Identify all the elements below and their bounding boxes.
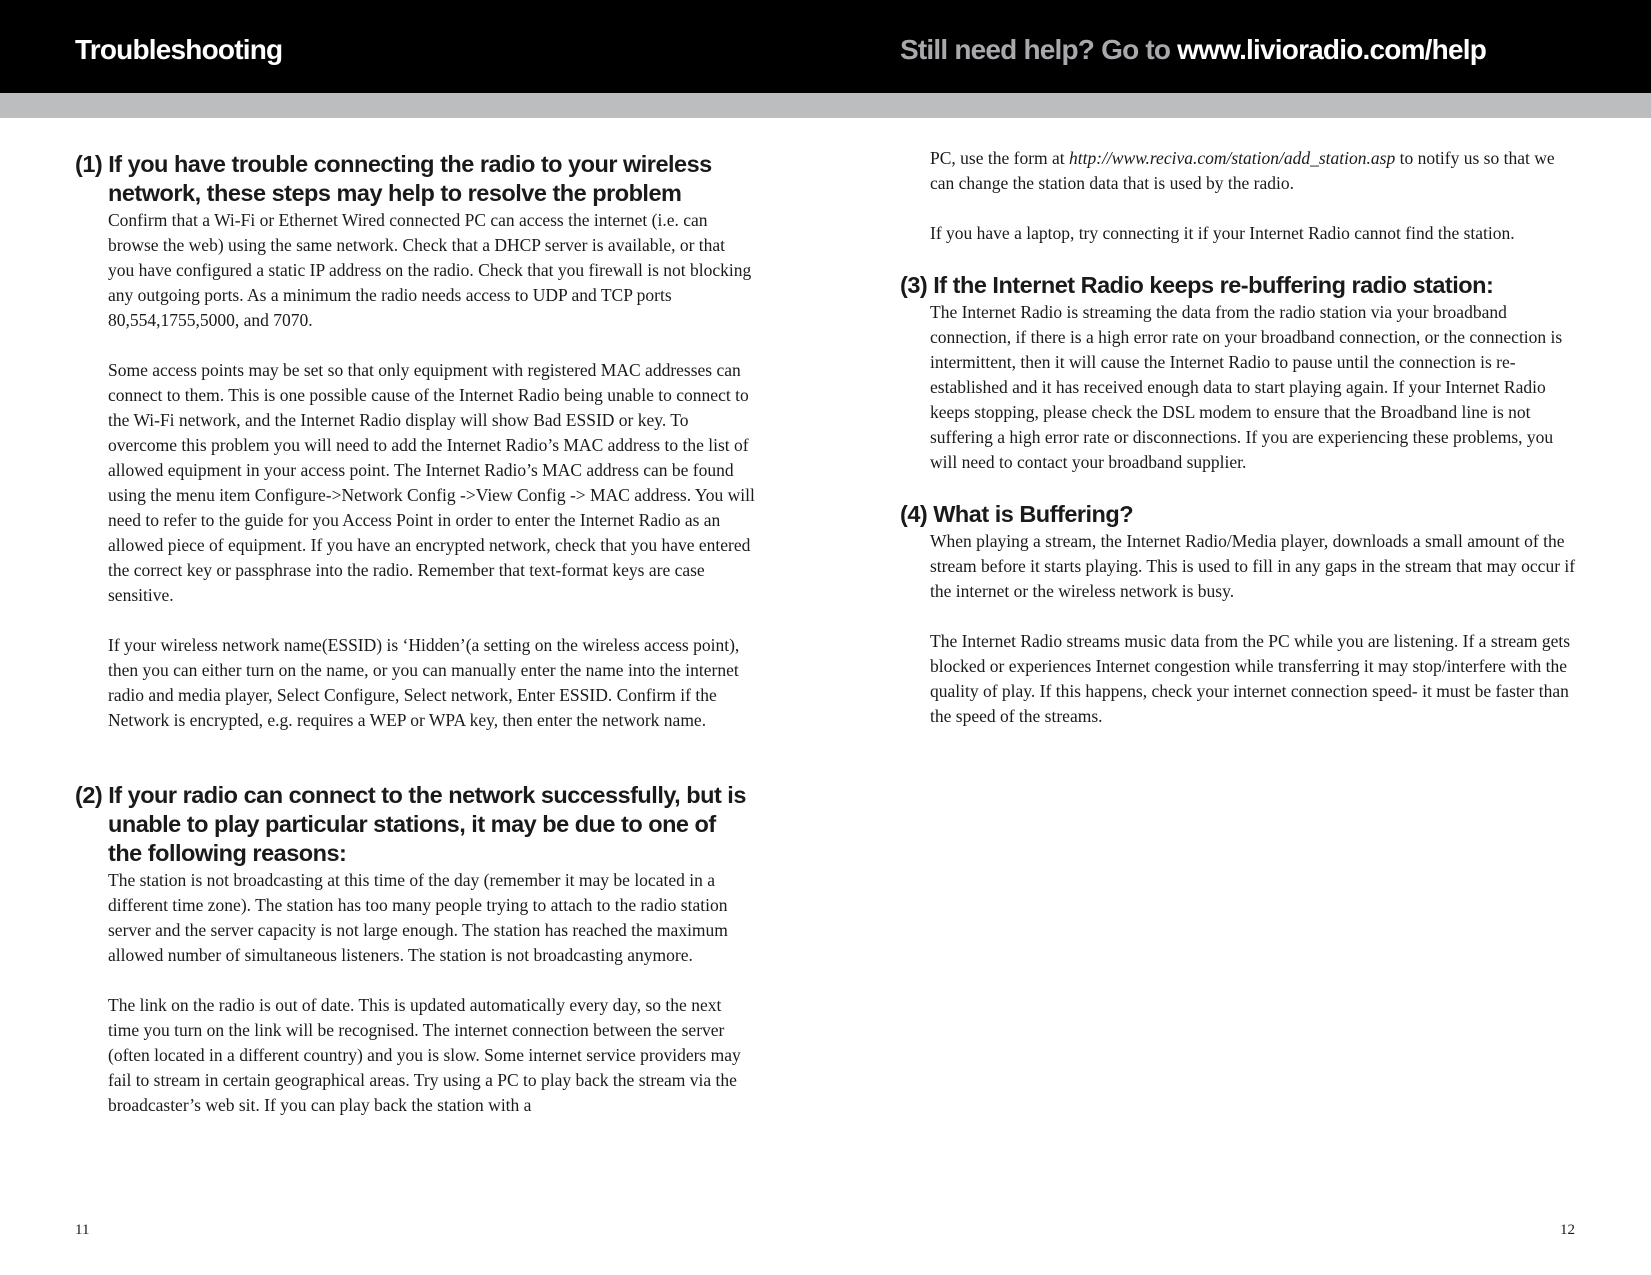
section-2 [75,781,755,1118]
help-banner [900,34,1486,66]
help-url[interactable]: www.livioradio.com/help [1177,34,1487,65]
right-column [900,146,1580,754]
left-column [75,150,755,1143]
help-prefix: Still need help? Go to [900,34,1171,65]
section-heading: (2) If your radio can connect to the network successfully, but is unable to play particular stations, it may be due to one of the following reasons: [75,782,746,866]
paragraph: Some access points may be set so that only equipment with registered MAC addresses can connect to them. This is one possible cause of the Internet Radio being unable to connect to the Wi-Fi network, and the Internet Radio display will show Bad ESSID or key. To overcome this problem you will need to add the Internet Radio’s MAC address to the list of allowed equipment in your access point. The Internet Radio’s MAC address can be found using the menu item Configure->Network Config ->View Config -> MAC address. You will need to refer to the guide for you Access Point in order to enter the Internet Radio as an allowed piece of equipment. If you have an encrypted network, check that you have entered the correct key or passphrase into the radio. Remember that text-format keys are case sensitive. [108,360,755,605]
section-3 [900,271,1580,475]
section-1 [75,150,755,733]
paragraph: Confirm that a Wi-Fi or Ethernet Wired connected PC can access the internet (i.e. can browse the web) using the same network. Check that a DHCP server is available, or that you have configured a static IP address on the radio. Check that you firewall is not blocking any outgoing ports. As a minimum the radio needs access to UDP and TCP ports 80,554,1755,5000, and 7070. [108,210,752,330]
paragraph: If you have a laptop, try connecting it if your Internet Radio cannot find the station. [930,223,1515,243]
section-heading: (3) If the Internet Radio keeps re-buffering radio station: [900,272,1494,298]
paragraph: When playing a stream, the Internet Radio/Media player, downloads a small amount of the stream before it starts playing. This is used to fill in any gaps in the stream that may occur if the internet or the wireless network is busy. [930,531,1576,601]
text: to notify us so that we can change the station data that is used by the radio. [930,148,1555,193]
text: PC, use the form at [930,148,1065,168]
section-heading: (4) What is Buffering? [900,501,1134,527]
paragraph: The link on the radio is out of date. This is updated automatically every day, so the next time you turn on the link will be recognised. The internet connection between the server (often located in a different country) and you is slow. Some internet service providers may fail to stream in certain geographical areas. Try using a PC to play back the stream via the broadcaster’s web sit. If you can play back the station with a [108,995,741,1115]
section-heading: (1) If you have trouble connecting the radio to your wireless network, these steps may help to resolve the problem [75,151,712,206]
page-number-left: 11 [75,1222,90,1238]
section-4 [900,500,1580,729]
page-title: Troubleshooting [75,34,283,65]
paragraph: The Internet Radio is streaming the data from the radio station via your broadband connection, if there is a high error rate on your broadband connection, or the connection is intermittent, then it will cause the Internet Radio to pause until the connection is re-established and it has received enough data to start playing again. If your Internet Radio keeps stopping, please check the DSL modem to ensure that the Broadband line is not suffering a high error rate or disconnections. If you are experiencing these problems, you will need to contact your broadband supplier. [930,302,1563,472]
section-2-continued [900,146,1580,246]
station-form-link[interactable]: http://www.reciva.com/station/add_station.asp [1069,148,1396,168]
paragraph: The station is not broadcasting at this time of the day (remember it may be located in a different time zone). The station has too many people trying to attach to the radio station server and the server capacity is not large enough. The station has reached the maximum allowed number of simultaneous listeners. The station is not broadcasting anymore. [108,870,728,965]
header-divider [0,93,1651,118]
paragraph: The Internet Radio streams music data from the PC while you are listening. If a stream gets blocked or experiences Internet congestion while transferring it may stop/interfere with the quality of play. If this happens, check your internet connection speed- it must be faster than the speed of the streams. [930,631,1571,726]
paragraph [930,146,1580,196]
paragraph: If your wireless network name(ESSID) is ‘Hidden’(a setting on the wireless access point), then you can either turn on the name, or you can manually enter the name into the internet radio and media player, Select Configure, Select network, Enter ESSID. Confirm if the Network is encrypted, e.g. requires a WEP or WPA key, then enter the network name. [108,635,740,730]
page-number-right: 12 [1560,1222,1575,1238]
